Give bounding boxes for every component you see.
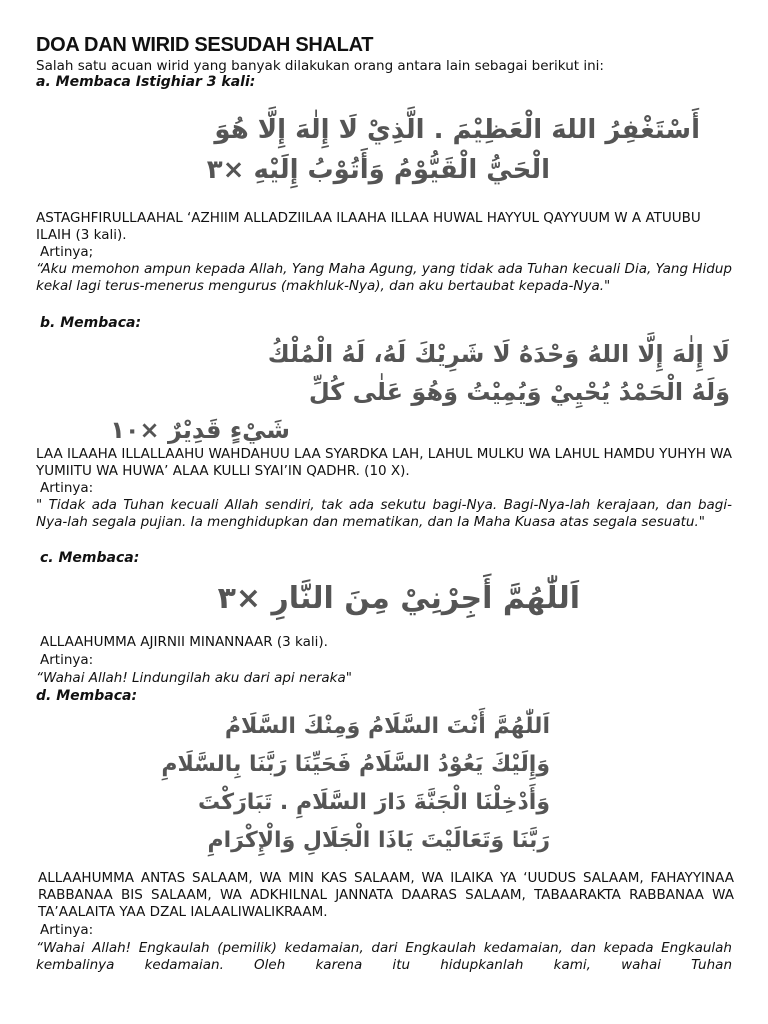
- arabic-line: وَلَهُ الْحَمْدُ يُحْيِيْ وَيُمِيْتُ وَهُوَ عَلٰى كُلِّ: [308, 378, 730, 406]
- section-c-transliteration: ALLAAHUMMA AJIRNII MINANNAAR (3 kali).: [40, 634, 328, 650]
- arabic-line: شَيْءٍ قَدِيْرٌ ×١٠: [110, 416, 290, 444]
- section-d-meaning: “Wahai Allah! Engkaulah (pemilik) kedamaian, dari Engkaulah kedamaian, dan kepada Engkaulah kembalinya kedamaian. Oleh karena itu hidupkanlah kami, wahai Tuhan: [36, 940, 732, 973]
- section-b-arabic: [40, 335, 730, 449]
- arabic-line: الْحَيُّ الْقَيُّوْمُ وَأَتُوْبُ إِلَيْهِ ×٣: [206, 155, 550, 185]
- section-d-arabic: [40, 708, 550, 860]
- arabic-line: اَللّٰهُمَّ أَجِرْنِيْ مِنَ النَّارِ ×٣: [217, 581, 580, 616]
- arabic-line: وَإِلَيْكَ يَعُوْدُ السَّلَامُ فَحَيِّنَا رَبَّنَا بِالسَّلَامِ: [161, 752, 550, 777]
- arabic-line: لَا إِلٰهَ إِلَّا اللهُ وَحْدَهُ لَا شَرِيْكَ لَهُ، لَهُ الْمُلْكُ: [267, 340, 730, 368]
- arabic-line: أَسْتَغْفِرُ اللهَ الْعَظِيْمَ . الَّذِيْ لَا إِلٰهَ إِلَّا هُوَ: [214, 115, 700, 145]
- section-b-heading: b. Membaca:: [40, 315, 142, 331]
- section-a-arabic: [40, 110, 700, 190]
- section-c-artinya-label: Artinya:: [40, 652, 94, 668]
- arabic-line: رَبَّنَا وَتَعَالَيْتَ يَاذَا الْجَلَالِ وَالْإِكْرَامِ: [207, 828, 550, 853]
- section-c-arabic: [40, 574, 580, 624]
- section-a-meaning: “Aku memohon ampun kepada Allah, Yang Maha Agung, yang tidak ada Tuhan kecuali Dia, Yang Hidup kekal lagi terus-menerus mengurus (makhluk-Nya), dan aku bertaubat kepada-Nya.": [36, 261, 732, 294]
- section-b-artinya-label: Artinya:: [40, 480, 94, 496]
- section-d-artinya-label: Artinya:: [40, 922, 94, 938]
- section-d-transliteration: ALLAAHUMMA ANTAS SALAAM, WA MIN KAS SALAAM, WA ILAIKA YA ‘UUDUS SALAAM, FAHAYYINAA RABBANAA BIS SALAAM, WA ADKHILNAL JANNATA DAARAS SALAAM, TABAARAKTA RABBANAA WA TA’AALAITA YAA DZAL IALAALIWALIKRAAM.: [38, 870, 734, 920]
- intro-text: Salah satu acuan wirid yang banyak dilakukan orang antara lain sebagai berikut ini:: [36, 58, 604, 74]
- section-a-artinya-label: Artinya;: [40, 244, 94, 260]
- page-title: DOA DAN WIRID SESUDAH SHALAT: [36, 34, 374, 56]
- arabic-line: اَللّٰهُمَّ أَنْتَ السَّلَامُ وَمِنْكَ السَّلَامُ: [224, 714, 550, 739]
- section-c-meaning: “Wahai Allah! Lindungilah aku dari api neraka": [36, 670, 352, 686]
- section-b-transliteration: LAA ILAAHA ILLALLAAHU WAHDAHUU LAA SYARDKA LAH, LAHUL MULKU WA LAHUL HAMDU YUHYH WA YUMIITU WA HUWA’ ALAA KULLI SYAI’IN QADHR. (10 X).: [36, 446, 732, 479]
- section-b-meaning: " Tidak ada Tuhan kecuali Allah sendiri, tak ada sekutu bagi-Nya. Bagi-Nya-lah kerajaan, dan bagi-Nya-lah segala pujian. Ia menghidupkan dan mematikan, dan Ia Maha Kuasa atas segala sesuatu.": [36, 497, 732, 530]
- section-d-heading: d. Membaca:: [36, 688, 138, 704]
- arabic-line: وَأَدْخِلْنَا الْجَنَّةَ دَارَ السَّلَامِ . تَبَارَكْتَ: [198, 790, 550, 815]
- section-c-heading: c. Membaca:: [40, 550, 140, 566]
- section-a-transliteration: ASTAGHFIRULLAAHAL ‘AZHIIM ALLADZIILAA ILAAHA ILLAA HUWAL HAYYUL QAYYUUM W A ATUUBU ILAIH (3 kali).: [36, 210, 701, 243]
- section-a-heading: a. Membaca Istighiar 3 kali:: [36, 74, 256, 90]
